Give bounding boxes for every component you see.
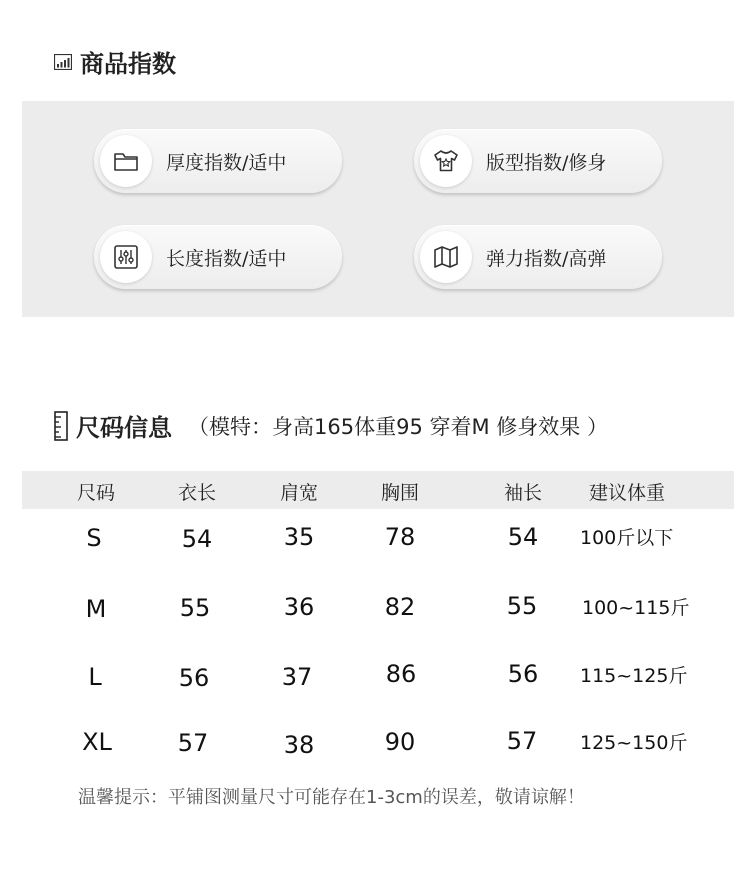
table-cell: 57	[177, 729, 209, 757]
table-cell: 37	[281, 663, 313, 691]
index-item-label: 长度指数/适中	[166, 247, 287, 270]
map-icon	[431, 242, 461, 272]
index-item-label: 弹力指数/高弹	[486, 247, 607, 270]
table-cell: S	[86, 524, 102, 552]
table-cell: 100~115斤	[582, 597, 690, 619]
product-index-heading	[54, 44, 176, 79]
index-item-label: 版型指数/修身	[486, 151, 607, 174]
col-header-length: 衣长	[177, 482, 217, 504]
table-cell: 90	[384, 728, 416, 756]
col-header-size: 尺码	[76, 482, 116, 504]
tshirt-icon	[431, 146, 461, 176]
index-item-fit	[414, 129, 662, 193]
table-cell: 57	[506, 727, 538, 755]
ruler-icon	[54, 411, 68, 441]
table-cell: 36	[283, 593, 315, 621]
table-cell: 125~150斤	[580, 732, 688, 754]
col-header-weight: 建议体重	[588, 482, 666, 504]
col-header-shoulder: 肩宽	[279, 482, 319, 504]
table-cell: 56	[507, 660, 539, 688]
table-cell: L	[88, 663, 102, 691]
sliders-icon	[111, 242, 141, 272]
table-cell: 55	[506, 592, 538, 620]
table-cell: 56	[178, 664, 210, 692]
index-item-label: 厚度指数/适中	[166, 151, 287, 174]
table-cell: M	[85, 595, 107, 623]
folder-icon	[111, 146, 141, 176]
index-item-length	[94, 225, 342, 289]
table-cell: 54	[507, 523, 539, 551]
table-cell: 38	[283, 731, 315, 759]
product-index-panel	[22, 101, 734, 317]
table-cell: 55	[179, 594, 211, 622]
table-cell: XL	[82, 728, 112, 756]
model-note: （模特：身高165体重95 穿着M 修身效果 ）	[188, 414, 608, 439]
table-cell: 78	[384, 523, 416, 551]
col-header-sleeve: 袖长	[503, 482, 543, 504]
index-item-elasticity	[414, 225, 662, 289]
col-header-chest: 胸围	[380, 482, 420, 504]
table-cell: 54	[181, 525, 213, 553]
table-cell: 35	[283, 523, 315, 551]
measurement-tip: 温馨提示：平铺图测量尺寸可能存在1-3cm的误差，敬请谅解！	[78, 787, 585, 808]
size-info-title: 尺码信息	[76, 414, 172, 442]
table-cell: 115~125斤	[580, 665, 688, 687]
product-index-title: 商品指数	[80, 50, 176, 78]
size-info-heading	[54, 408, 608, 443]
signal-bars-icon	[54, 54, 72, 70]
index-item-thickness	[94, 129, 342, 193]
table-cell: 82	[384, 593, 416, 621]
table-cell: 86	[385, 660, 417, 688]
table-cell: 100斤以下	[580, 527, 674, 549]
